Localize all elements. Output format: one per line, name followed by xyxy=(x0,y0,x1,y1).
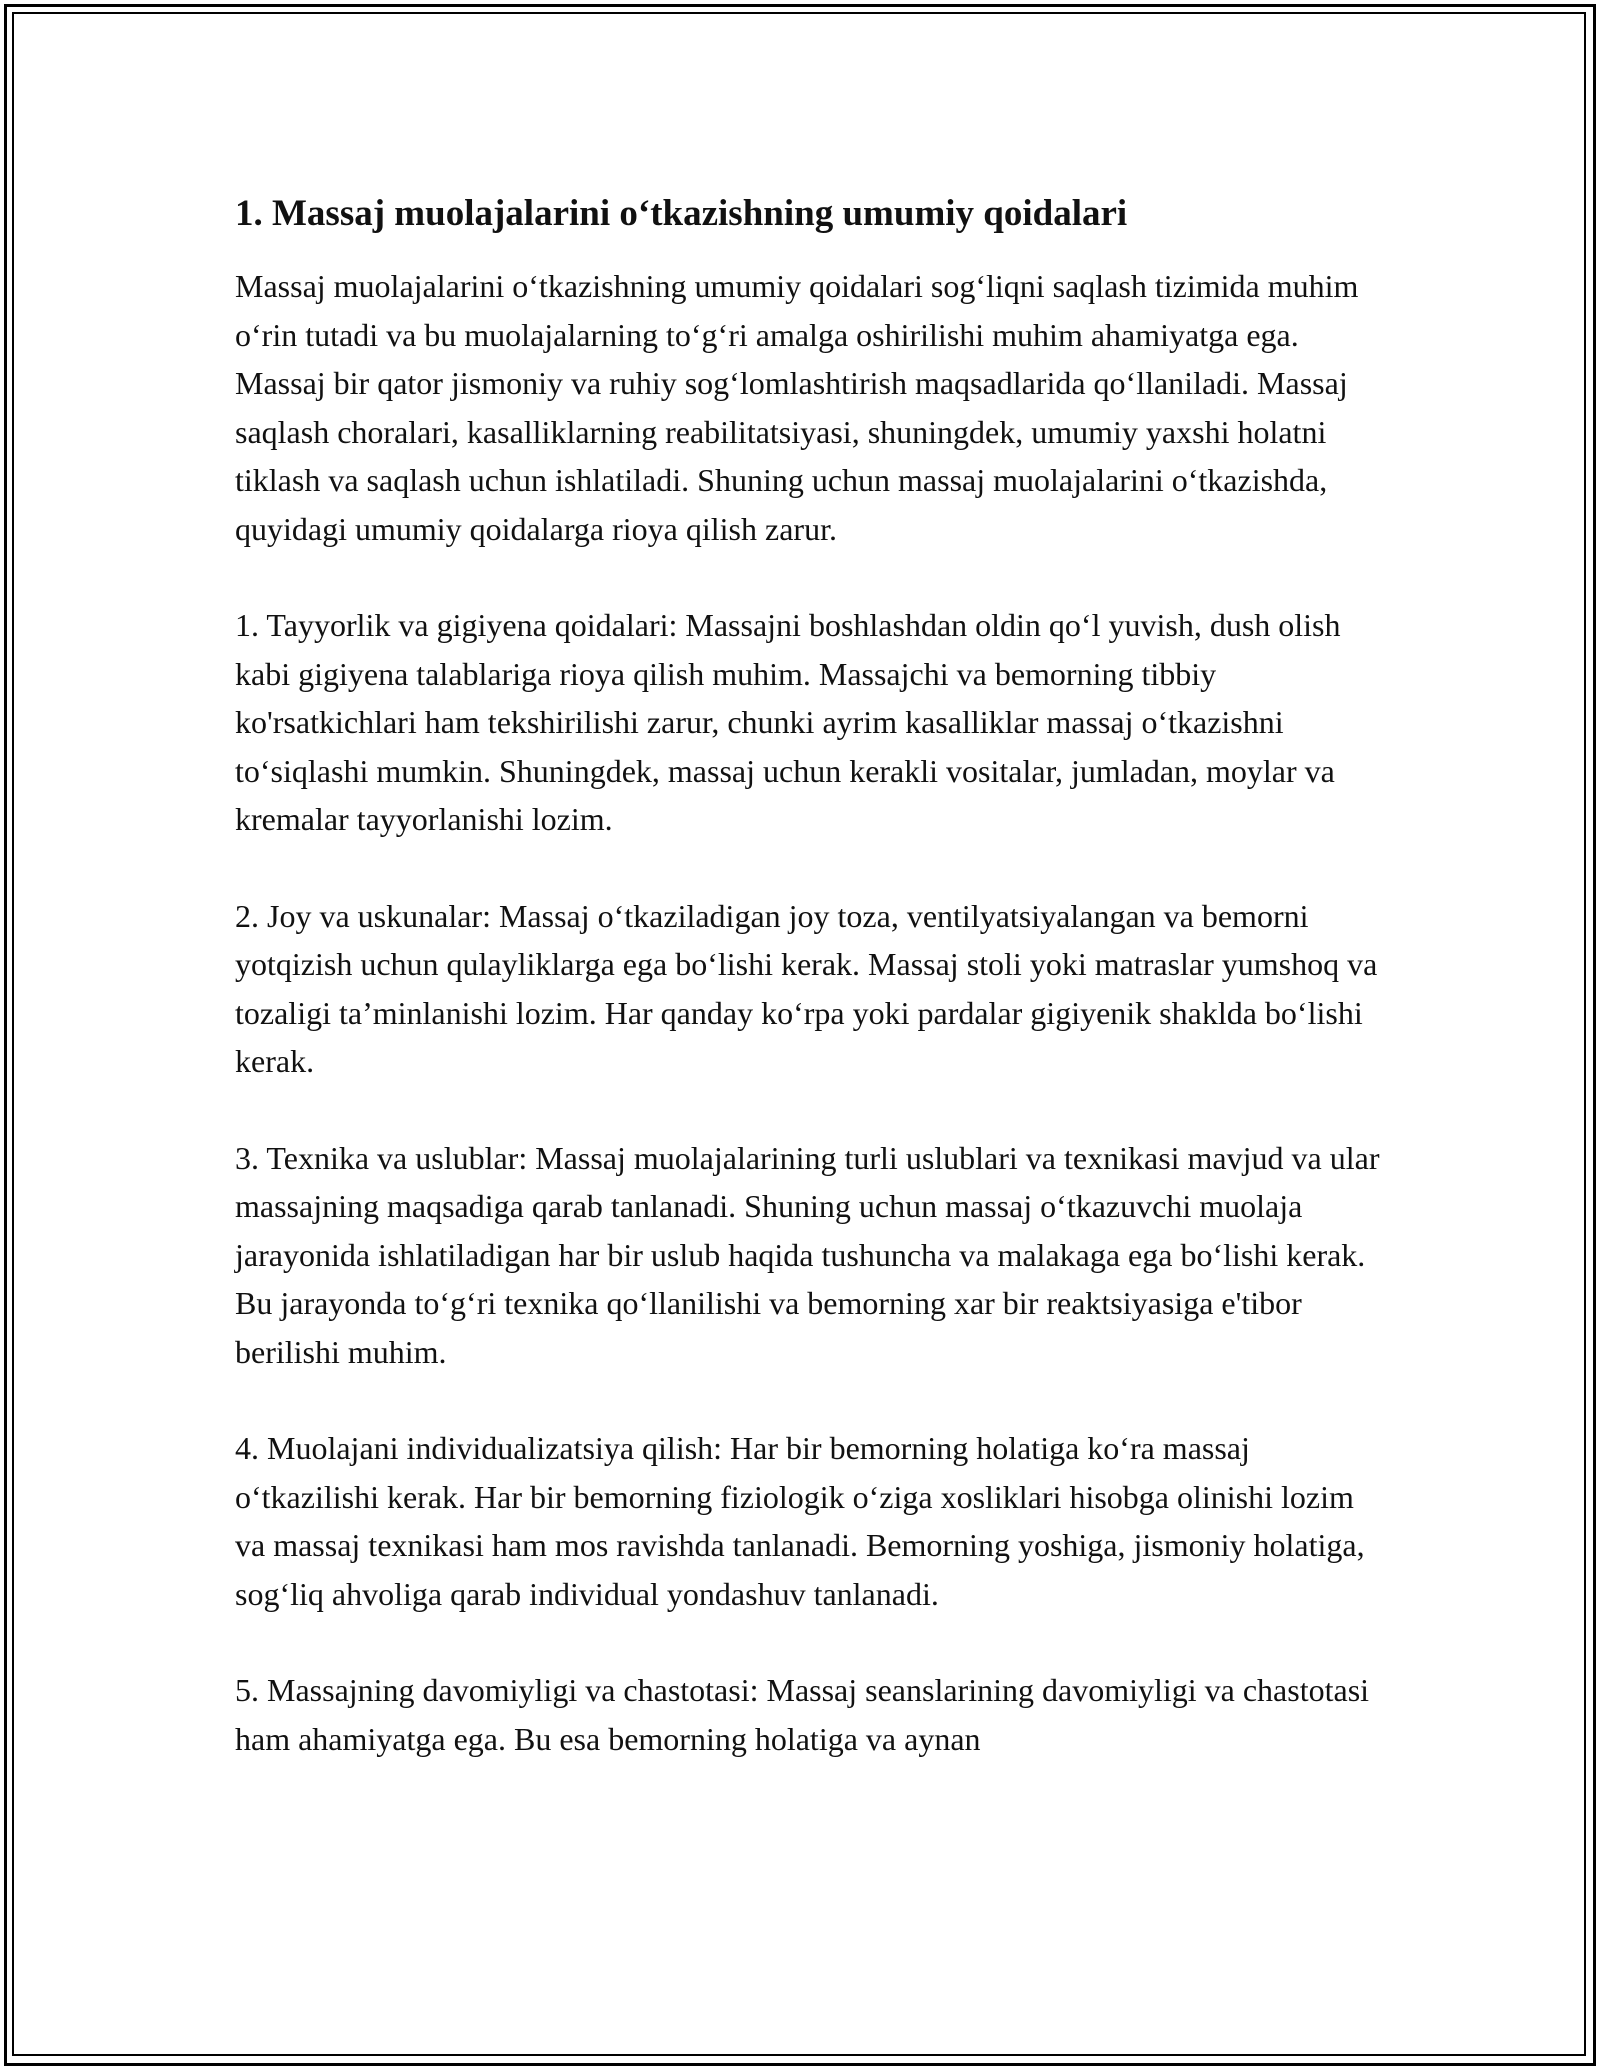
rule-4-paragraph: 4. Muolajani individualizatsiya qilish: Har bir bemorning holatiga ko‘ra massaj o‘tkazilishi kerak. Har bir bemorning fiziologik o‘ziga xosliklari hisobga olinishi lozim va massaj texnikasi ham mos ravishda tanlanadi. Bemorning yoshiga, jismoniy holatiga, sog‘liq ahvoliga qarab individual yondashuv tanlanadi. xyxy=(235,1430,1365,1612)
rule-3-paragraph: 3. Texnika va uslublar: Massaj muolajalarining turli uslublari va texnikasi mavjud va ular massajning maqsadiga qarab tanlanadi. Shuning uchun massaj o‘tkazuvchi muolaja jarayonida ishlatiladigan har bir uslub haqida tushuncha va malakaga ega bo‘lishi kerak. Bu jarayonda to‘g‘ri texnika qo‘llanilishi va bemorning xar bir reaktsiyasiga e'tibor berilishi muhim. xyxy=(235,1139,1380,1370)
intro-paragraph: Massaj muolajalarini o‘tkazishning umumiy qoidalari sog‘liqni saqlash tizimida muhim o‘rin tutadi va bu muolajalarning to‘g‘ri amalga oshirilishi muhim ahamiyatga ega. Massaj bir qator jismoniy va ruhiy sog‘lomlashtirish maqsadlarida qo‘llaniladi. Massaj saqlash choralari, kasalliklarning reabilitatsiyasi, shuningdek, umumiy yaxshi holatni tiklash va saqlash uchun ishlatiladi. Shuning uchun massaj muolajalarini o‘tkazishda, quyidagi umumiy qoidalarga rioya qilish zarur. xyxy=(235,268,1359,547)
rule-5-paragraph: 5. Massajning davomiyligi va chastotasi: Massaj seanslarining davomiyligi va chastotasi ham ahamiyatga ega. Bu esa bemorning holatiga va aynan xyxy=(235,1672,1370,1757)
document-title: 1. Massaj muolajalarini o‘tkazishning umumiy qoidalari xyxy=(235,193,1128,234)
rule-1-paragraph: 1. Tayyorlik va gigiyena qoidalari: Massajni boshlashdan oldin qo‘l yuvish, dush olish kabi gigiyena talablariga rioya qilish muhim. Massajchi va bemorning tibbiy ko'rsatkichlari ham tekshirilishi zarur, chunki ayrim kasalliklar massaj o‘tkazishni to‘siqlashi mumkin. Shuningdek, massaj uchun kerakli vositalar, jumladan, moylar va kremalar tayyorlanishi lozim. xyxy=(235,607,1341,837)
rule-2-paragraph: 2. Joy va uskunalar: Massaj o‘tkaziladigan joy toza, ventilyatsiyalangan va bemorni yotqizish uchun qulayliklarga ega bo‘lishi kerak. Massaj stoli yoki matraslar yumshoq va tozaligi ta’minlanishi lozim. Har qanday ko‘rpa yoki pardalar gigiyenik shaklda bo‘lishi kerak. xyxy=(235,897,1378,1079)
document-body xyxy=(235,190,1385,1811)
